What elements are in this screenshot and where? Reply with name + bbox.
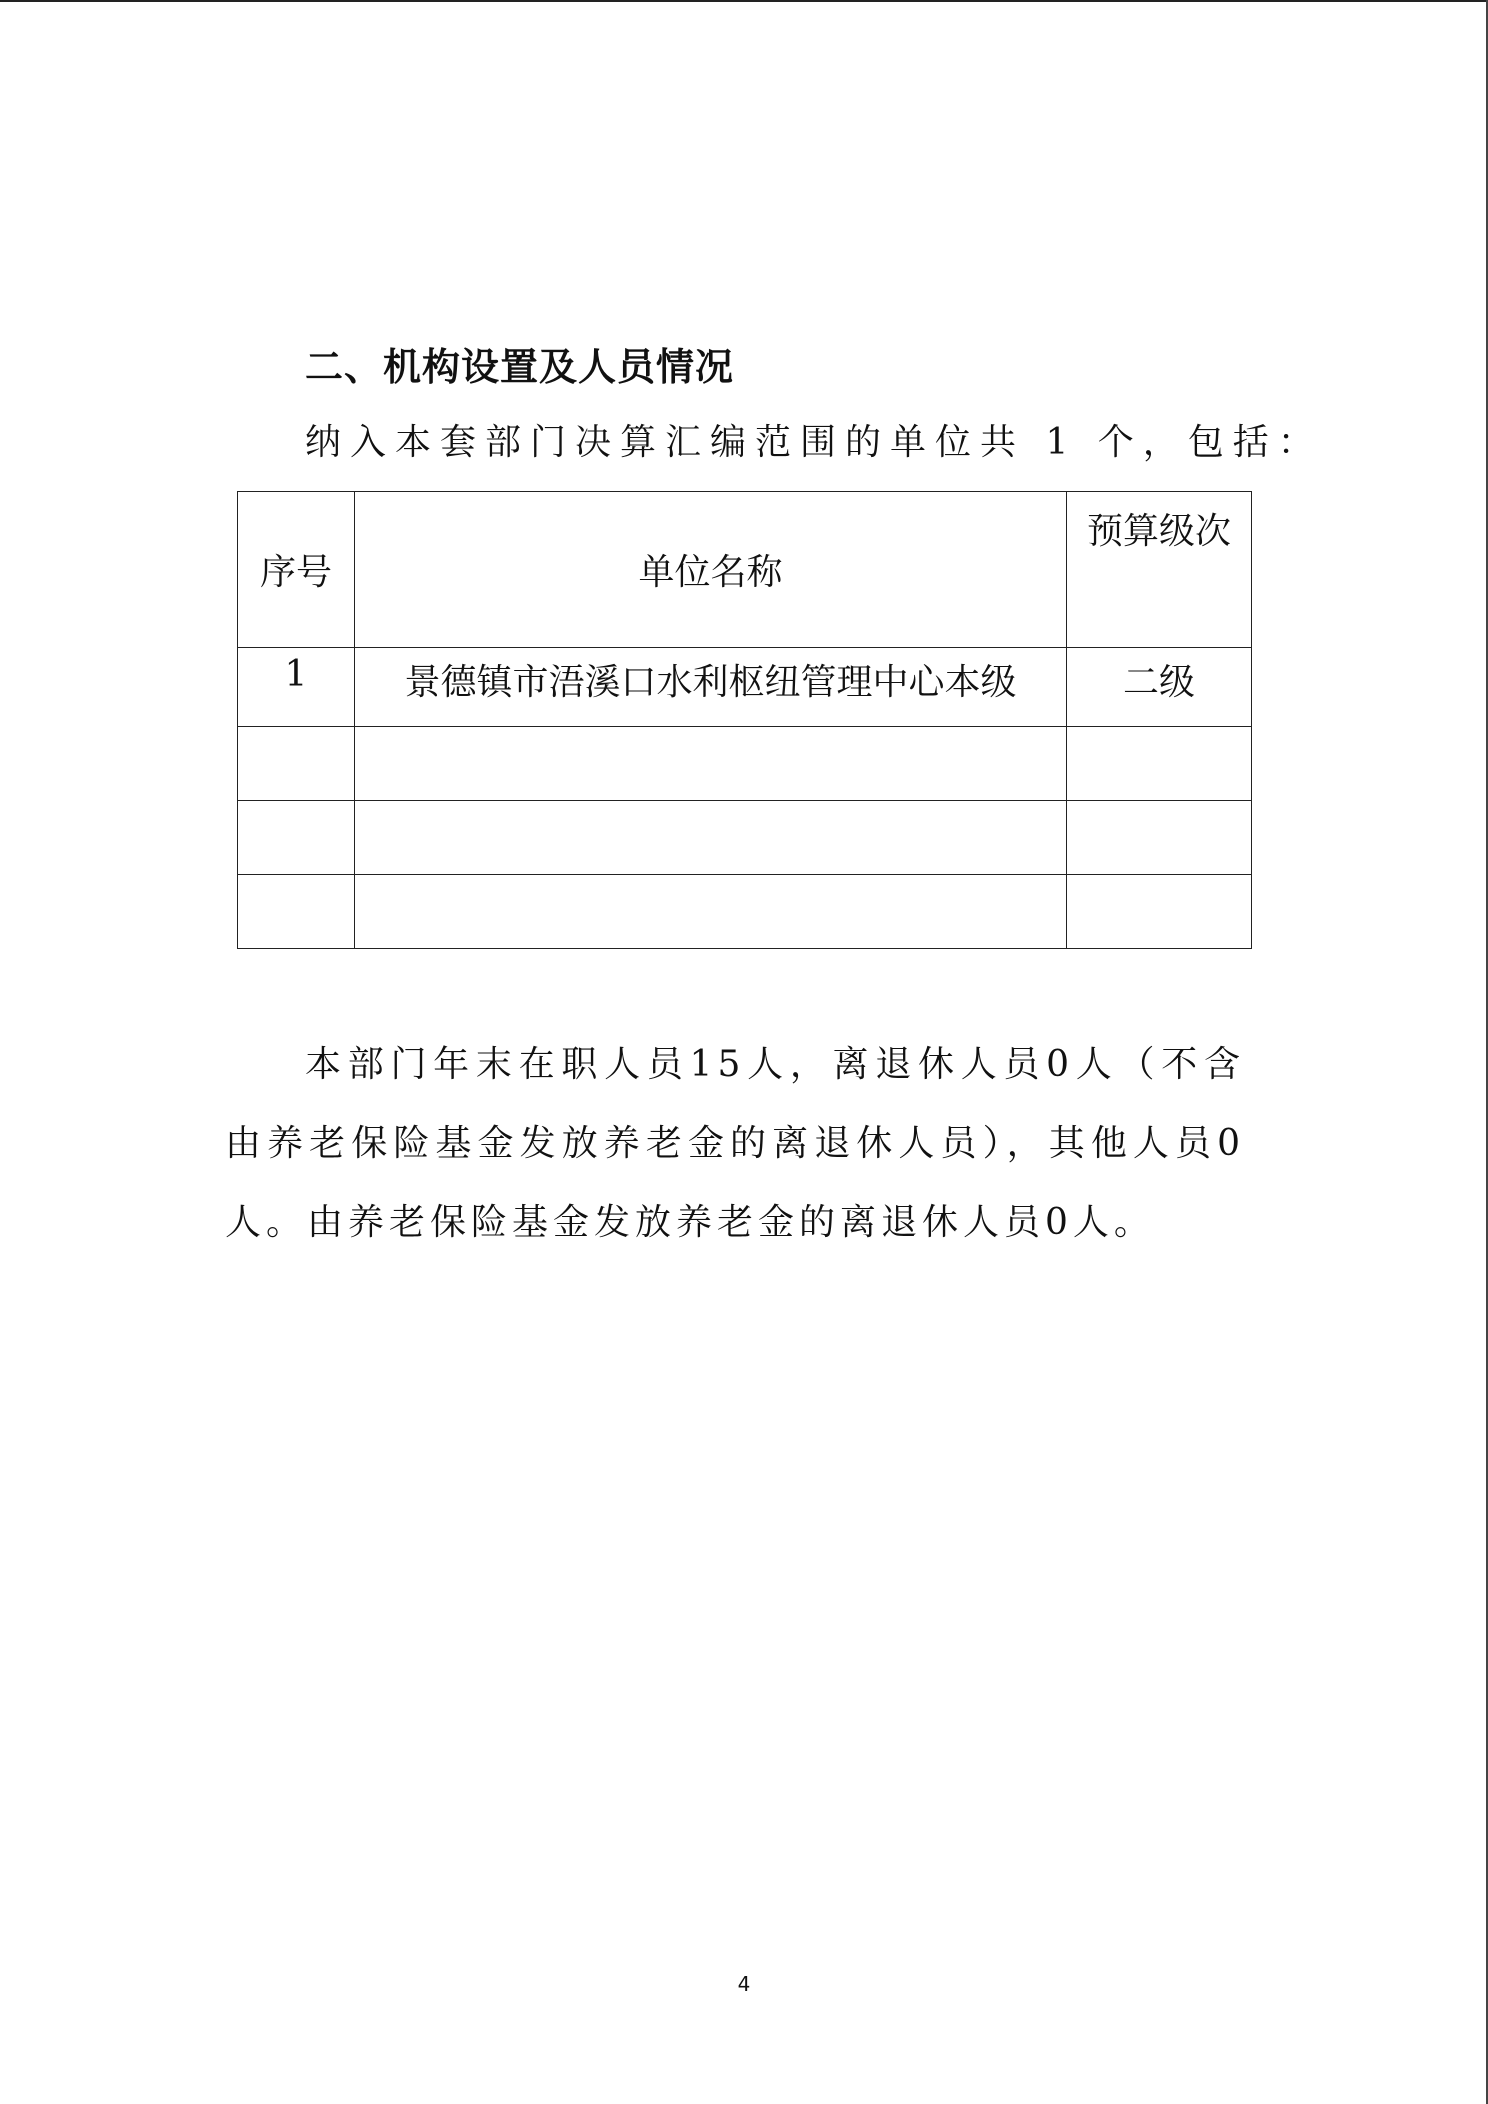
table-row [238, 648, 1252, 727]
cell-unit-name [355, 801, 1067, 875]
cell-unit-name [355, 727, 1067, 801]
cell-index [238, 727, 355, 801]
table-row [238, 801, 1252, 875]
cell-index [238, 801, 355, 875]
table-row [238, 875, 1252, 949]
header-index: 序号 [238, 492, 355, 648]
section-heading: 二、机构设置及人员情况 [305, 345, 735, 389]
cell-budget-level: 二级 [1067, 648, 1252, 727]
cell-index [238, 875, 355, 949]
cell-budget-level [1067, 801, 1252, 875]
cell-index: 1 [238, 648, 355, 727]
page-number: 4 [737, 1972, 751, 1996]
unit-table [237, 491, 1252, 949]
intro-text: 纳入本套部门决算汇编范围的单位共 1 个，包括： [305, 422, 1323, 463]
table-header-row [238, 492, 1252, 648]
header-budget-level: 预算级次 [1067, 492, 1252, 648]
cell-unit-name: 景德镇市浯溪口水利枢纽管理中心本级 [355, 648, 1067, 727]
header-unit-name: 单位名称 [355, 492, 1067, 648]
cell-budget-level [1067, 875, 1252, 949]
cell-budget-level [1067, 727, 1252, 801]
cell-unit-name [355, 875, 1067, 949]
staff-paragraph: 本部门年末在职人员15人，离退休人员0人（不含由养老保险基金发放养老金的离退休人员），其他人员0人。由养老保险基金发放养老金的离退休人员0人。 [225, 1044, 1245, 1243]
page-top-border [0, 0, 1488, 2]
table-row [238, 727, 1252, 801]
